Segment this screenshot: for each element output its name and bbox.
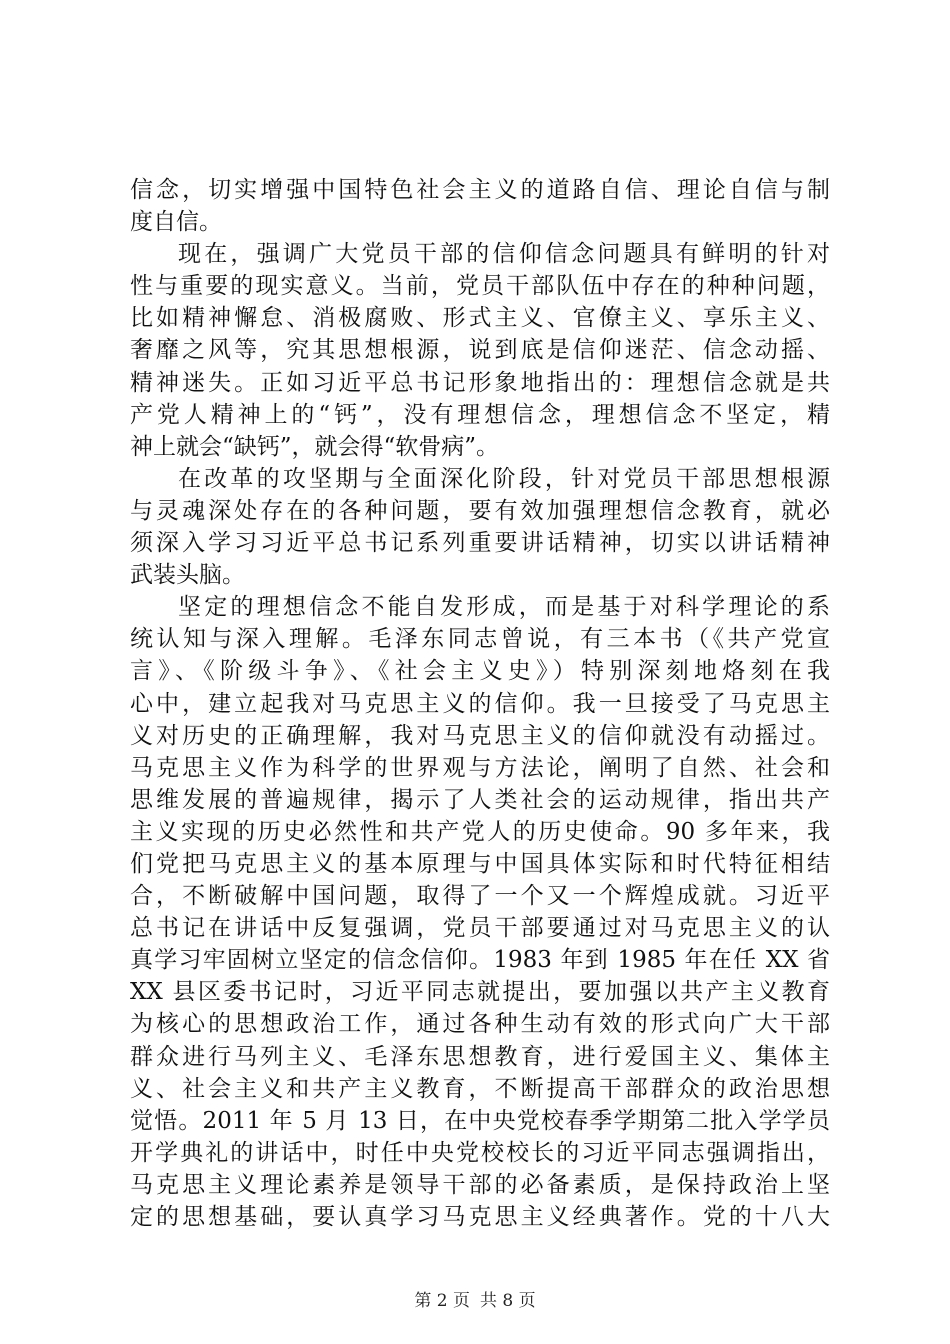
text-line: 须深入学习习近平总书记系列重要讲话精神，切实以讲话精神 [130, 530, 830, 557]
text-line: 产党人精神上的“钙”，没有理想信念，理想信念不坚定，精 [130, 401, 830, 428]
document-body [130, 174, 830, 1233]
text-line: 奢靡之风等，究其思想根源，说到底是信仰迷茫、信念动摇、 [130, 337, 830, 364]
text-line: 开学典礼的讲话中，时任中央党校校长的习近平同志强调指出， [130, 1139, 830, 1166]
text-line: 性与重要的现实意义。当前，党员干部队伍中存在的种种问题， [130, 273, 830, 300]
text-line: 与灵魂深处存在的各种问题，要有效加强理想信念教育，就必 [130, 497, 830, 524]
text-line: 统认知与深入理解。毛泽东同志曾说，有三本书（《共产党宣 [130, 626, 830, 653]
text-line: 精神迷失。正如习近平总书记形象地指出的：理想信念就是共 [130, 369, 830, 396]
text-line: 定的思想基础，要认真学习马克思主义经典著作。党的十八大 [130, 1204, 830, 1230]
text-line: 们党把马克思主义的基本原理与中国具体实际和时代特征相结 [130, 850, 830, 877]
text-line: 总书记在讲话中反复强调，党员干部要通过对马克思主义的认 [130, 915, 830, 942]
text-line: 马克思主义作为科学的世界观与方法论，阐明了自然、社会和 [130, 754, 830, 781]
page-total: 共 8 页 [480, 1291, 536, 1311]
text-line: 言》、《阶级斗争》、《社会主义史》）特别深刻地烙刻在我 [130, 658, 830, 685]
page-footer [0, 1290, 950, 1312]
text-line: 度自信。 [130, 209, 222, 236]
text-line: 合，不断破解中国问题，取得了一个又一个辉煌成就。习近平 [130, 883, 830, 910]
text-line: 心中，建立起我对马克思主义的信仰。我一旦接受了马克思主 [130, 690, 830, 717]
text-line: 义对历史的正确理解，我对马克思主义的信仰就没有动摇过。 [130, 722, 830, 749]
text-line: 坚定的理想信念不能自发形成，而是基于对科学理论的系 [178, 594, 830, 621]
text-line: 马克思主义理论素养是领导干部的必备素质，是保持政治上坚 [130, 1171, 830, 1198]
text-line: 义、社会主义和共产主义教育，不断提高干部群众的政治思想 [130, 1075, 830, 1102]
page-number: 第 2 页 [414, 1291, 470, 1311]
text-line: 比如精神懈怠、消极腐败、形式主义、官僚主义、享乐主义、 [130, 305, 830, 332]
text-line: 为核心的思想政治工作，通过各种生动有效的形式向广大干部 [130, 1011, 830, 1038]
text-line: 现在，强调广大党员干部的信仰信念问题具有鲜明的针对 [178, 241, 830, 268]
text-line: 真学习牢固树立坚定的信念信仰。1983 年到 1985 年在任 XX 省 [130, 947, 830, 974]
text-line: 信念，切实增强中国特色社会主义的道路自信、理论自信与制 [130, 177, 830, 203]
text-line: 群众进行马列主义、毛泽东思想教育，进行爱国主义、集体主 [130, 1043, 830, 1070]
text-line: 神上就会“缺钙”，就会得“软骨病”。 [130, 433, 500, 460]
text-line: 觉悟。2011 年 5 月 13 日，在中央党校春季学期第二批入学学员 [130, 1107, 830, 1134]
text-line: XX 县区委书记时，习近平同志就提出，要加强以共产主义教育 [130, 979, 830, 1006]
text-line: 主义实现的历史必然性和共产党人的历史使命。90 多年来，我 [130, 818, 830, 845]
text-line: 在改革的攻坚期与全面深化阶段，针对党员干部思想根源 [178, 465, 830, 492]
text-line: 思维发展的普遍规律，揭示了人类社会的运动规律，指出共产 [130, 786, 830, 813]
text-line: 武装头脑。 [130, 562, 245, 589]
